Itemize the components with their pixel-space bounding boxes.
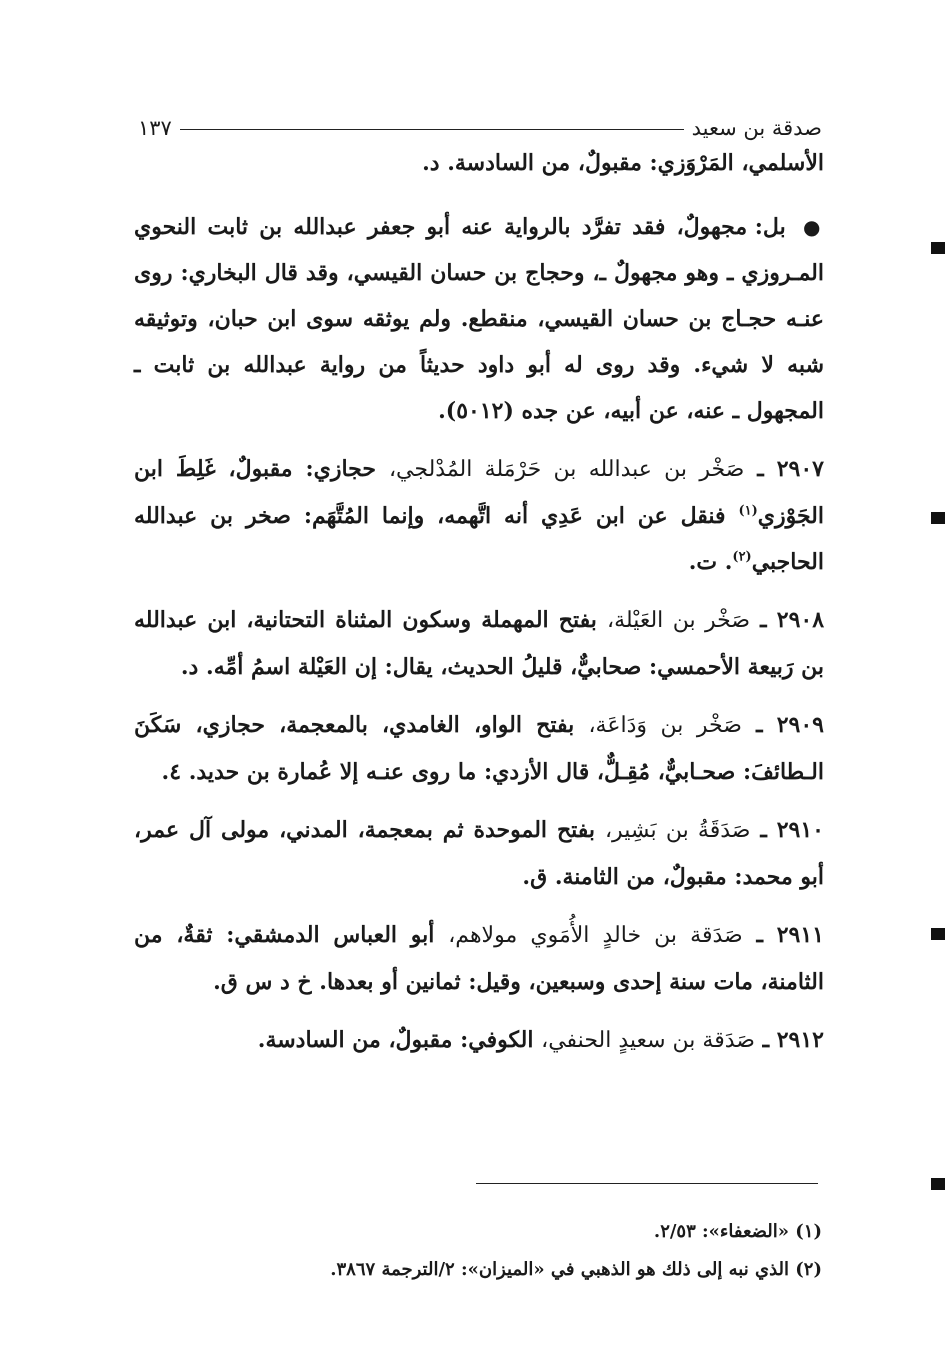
footnotes xyxy=(134,1213,822,1289)
footnote-ref-1[interactable]: (١) xyxy=(738,503,758,519)
editor-comment xyxy=(134,204,824,434)
margin-mark xyxy=(931,1178,945,1190)
entry-name: صَدَقة بن سعيدٍ الحنفي، xyxy=(541,1028,755,1053)
entry-number: ٢٩٠٧ xyxy=(776,456,824,482)
entry-text: الكوفي: مقبولٌ، من السادسة. xyxy=(257,1027,534,1053)
entry-name: صَخْر بن وَدَاعَة، xyxy=(588,713,742,738)
entry-text: بفتح الواو، الغامدي، بالمعجمة، حجازي، سَكَنَ الـطائفَ: صحـابيٌّ، مُقِـلٌّ، قال الأزدي: ما روى عنـه إلا عُمارة بن حديد. xyxy=(134,712,824,785)
entry-2908: ٢٩٠٨ ـ صَخْر بن العَيْلة، بفتح المهملة وسكون المثناة التحتانية، ابن عبدالله بن رَبيعة الأحمسي: صحابيٌّ، قليلُ الحديث، يقال: إن العَيْلة اسمُ أمِّه. د. xyxy=(134,607,825,680)
entry-2907: ٢٩٠٧ ـ صَخْر بن عبدالله بن حَرْمَلة المُدْلجي، حجازي: مقبولٌ، غَلِطَ ابن الجَوْزي$^{(١)}$ فنقل عن ابن عَدِي أنه اتَّهمه، وإنما المُتَّهَم: صخر بن عبدالله الحاجبي$^{(٢)}$. ت. xyxy=(134,456,824,575)
entry-text-continued: فنقل عن ابن عَدِي أنه اتَّهمه، وإنما المُتَّهَم: صخر بن عبدالله الحاجبي xyxy=(134,503,824,575)
entry-number: ٢٩٠٩ xyxy=(776,712,824,738)
header-rule xyxy=(180,129,684,130)
running-header xyxy=(138,100,822,140)
margin-mark xyxy=(931,242,945,254)
entry-number: ٢٩٠٨ xyxy=(776,607,825,633)
entry-name: صَدَقَةُ بن بَشِير، xyxy=(604,818,751,843)
main-text xyxy=(134,140,824,1076)
footnote-separator xyxy=(476,1183,818,1184)
entry-rumuz: د. xyxy=(180,654,199,680)
entry-rumuz: خ د س ق. xyxy=(213,969,312,995)
margin-mark xyxy=(931,928,945,940)
entry-number: ٢٩١١ xyxy=(776,922,824,948)
entry-name: صَخْر بن العَيْلة، xyxy=(607,608,751,633)
entry-text: بفتح الموحدة ثم بمعجمة، المدني، مولى آل عمر، أبو محمد: مقبولٌ، من الثامنة. xyxy=(134,817,824,890)
footnote-1: (١) «الضعفاء»: ٢/٥٣. xyxy=(653,1221,822,1242)
entry-name: صَخْر بن عبدالله بن حَرْمَلة المُدْلجي، xyxy=(388,457,745,482)
page-number: ١٣٧ xyxy=(138,116,172,140)
entry-2912: ٢٩١٢ ـ صَدَقة بن سعيدٍ الحنفي، الكوفي: مقبولٌ، من السادسة. xyxy=(257,1027,824,1053)
entry-name: صَدَقة بن خالدٍ الأُمَوي مولاهم، xyxy=(448,923,743,948)
header-title: صدقة بن سعيد xyxy=(691,116,822,140)
continued-entry xyxy=(134,140,824,186)
entry-text: بفتح المهملة وسكون المثناة التحتانية، ابن عبدالله بن رَبيعة الأحمسي: صحابيٌّ، قليلُ الحديث، يقال: إن العَيْلة اسمُ أمِّه. xyxy=(134,607,824,680)
bullet-icon: ● xyxy=(802,215,824,239)
margin-mark xyxy=(931,512,945,524)
continued-entry-text: الأسلمي، المَرْوَزي: مقبولٌ، من السادسة. د. xyxy=(422,150,824,176)
entry-2909: ٢٩٠٩ ـ صَخْر بن وَدَاعَة، بفتح الواو، الغامدي، بالمعجمة، حجازي، سَكَنَ الـطائفَ: صحـابيٌّ، مُقِـلٌّ، قال الأزدي: ما روى عنـه إلا عُمارة بن حديد. ٤. xyxy=(134,712,824,785)
entry-rumuz: ق. xyxy=(522,864,548,890)
entry-rumuz: . ت. xyxy=(688,549,733,575)
editor-comment-text: بل: مجهولٌ، فقد تفرَّد بالرواية عنه أبو جعفر عبدالله بن ثابت النحوي المـروزي ـ وهو مجهولٌ ـ، وحجاج بن حسان القيسي، وقد قال البخاري: روى عنـه حجـاج بن حسان القيسي، منقطع. ولم يوثقه سوى ابن حبان، وتوثيقه شبه لا شيء. وقد روى له أبو داود حديثاً من رواية عبدالله بن ثابت ـ المجهول ـ عنه، عن أبيه، عن جده (٥٠١٢). xyxy=(134,214,824,424)
entry-2911: ٢٩١١ ـ صَدَقة بن خالدٍ الأُمَوي مولاهم، أبو العباس الدمشقي: ثقةٌ، من الثامنة، مات سنة إحدى وسبعين، وقيل: ثمانين أو بعدها. خ د س ق. xyxy=(134,922,824,995)
entry-text: حجازي: مقبولٌ، غَلِطَ ابن الجَوْزي xyxy=(134,456,824,529)
entry-number: ٢٩١٢ xyxy=(776,1027,824,1053)
footnote-2: (٢) الذي نبه إلى ذلك هو الذهبي في «الميزان»: ٢/الترجمة ٣٨٦٧. xyxy=(330,1259,822,1280)
entry-text: أبو العباس الدمشقي: ثقةٌ، من الثامنة، مات سنة إحدى وسبعين، وقيل: ثمانين أو بعدها. xyxy=(134,922,824,995)
entry-rumuz: ٤. xyxy=(161,759,182,785)
entry-number: ٢٩١٠ xyxy=(776,817,824,843)
footnote-ref-2[interactable]: (٢) xyxy=(732,549,752,565)
entry-2910: ٢٩١٠ ـ صَدَقَةُ بن بَشِير، بفتح الموحدة ثم بمعجمة، المدني، مولى آل عمر، أبو محمد: مقبولٌ، من الثامنة. ق. xyxy=(134,817,824,890)
